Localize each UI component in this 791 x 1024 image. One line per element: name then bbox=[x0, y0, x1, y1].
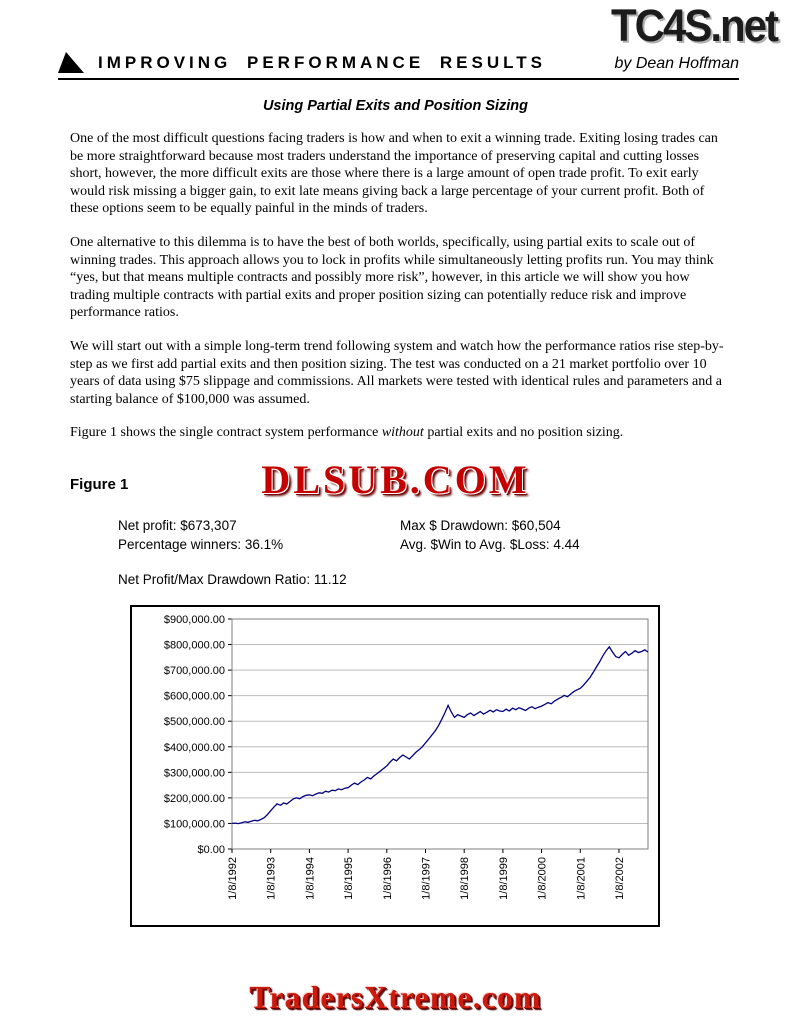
stat-avg-win-loss: Avg. $Win to Avg. $Loss: 4.44 bbox=[400, 536, 580, 552]
figure-1-chart bbox=[130, 605, 660, 927]
svg-text:1/8/1995: 1/8/1995 bbox=[343, 856, 356, 900]
stats-row-1 bbox=[118, 516, 791, 535]
svg-text:$200,000.00: $200,000.00 bbox=[163, 792, 225, 805]
svg-text:1/8/1993: 1/8/1993 bbox=[265, 856, 278, 900]
paragraph-2: One alternative to this dilemma is to have the best of both worlds, specifically, using partial exits to scale out of winning trades. This approach allows you to lock in profits while simultaneously letting profits run. You may think “yes, but that means multiple contracts and possibly more risk”, however, in this article we will show you how trading multiple contracts with partial exits and proper position sizing can potentially reduce risk and improve performance ratios. bbox=[70, 234, 714, 321]
header bbox=[58, 52, 739, 80]
figure-intro-italic: without bbox=[381, 425, 424, 441]
svg-text:1/8/1992: 1/8/1992 bbox=[227, 856, 239, 900]
svg-text:1/8/2001: 1/8/2001 bbox=[575, 856, 588, 900]
stats-block bbox=[118, 516, 791, 589]
figure-header-row bbox=[0, 456, 791, 510]
svg-text:1/8/1999: 1/8/1999 bbox=[497, 856, 510, 900]
stats-row-2 bbox=[118, 535, 791, 554]
svg-text:1/8/1997: 1/8/1997 bbox=[420, 856, 433, 900]
header-title: IMPROVING PERFORMANCE RESULTS bbox=[98, 53, 546, 72]
svg-text:$300,000.00: $300,000.00 bbox=[163, 767, 225, 780]
paragraph-4 bbox=[70, 424, 731, 442]
svg-text:$100,000.00: $100,000.00 bbox=[163, 818, 225, 831]
svg-text:1/8/1996: 1/8/1996 bbox=[381, 856, 394, 900]
stat-max-drawdown: Max $ Drawdown: $60,504 bbox=[400, 517, 561, 533]
triangle-logo-icon bbox=[58, 52, 84, 73]
svg-text:1/8/2000: 1/8/2000 bbox=[536, 856, 549, 900]
svg-text:$700,000.00: $700,000.00 bbox=[163, 665, 225, 678]
paragraph-1: One of the most difficult questions facing traders is how and when to exit a winning trade. Exiting losing trades can be more straightforward because most traders understand the importance of preserving capital and cutting losses short, however, the more difficult exits are those where there is a large amount of open trade profit. To exit early would risk missing a bigger gain, to exit late means giving back a large percentage of your current profit. Both of these options seem to be equally painful in the minds of traders. bbox=[70, 131, 718, 217]
stats-row-ratio bbox=[118, 570, 791, 589]
equity-curve-chart bbox=[132, 607, 658, 925]
svg-text:$900,000.00: $900,000.00 bbox=[163, 613, 225, 626]
svg-text:$800,000.00: $800,000.00 bbox=[163, 639, 225, 652]
svg-text:$500,000.00: $500,000.00 bbox=[163, 716, 225, 729]
figure-label: Figure 1 bbox=[70, 475, 129, 493]
paragraph-3: We will start out with a simple long-term trend following system and watch how the performance ratios rise step-by-step as we first add partial exits and then position sizing. The test was conducted on a 21 market portfolio over 10 years of data using $75 slippage and commissions. All markets were tested with identical rules and parameters and a starting balance of $100,000 was assumed. bbox=[70, 338, 724, 407]
stat-profit-drawdown-ratio: Net Profit/Max Drawdown Ratio: 11.12 bbox=[118, 571, 347, 587]
stat-net-profit: Net profit: $673,307 bbox=[118, 517, 237, 533]
svg-text:1/8/2002: 1/8/2002 bbox=[613, 856, 626, 900]
figure-intro-post: partial exits and no position sizing. bbox=[423, 425, 624, 441]
svg-text:1/8/1994: 1/8/1994 bbox=[304, 856, 317, 900]
svg-text:$0.00: $0.00 bbox=[197, 843, 225, 856]
dlsub-watermark: DLSUB.COM bbox=[261, 456, 530, 502]
article-title: Using Partial Exits and Position Sizing bbox=[262, 98, 529, 114]
footer-logo: TradersXtreme.com bbox=[249, 979, 542, 1015]
svg-text:$400,000.00: $400,000.00 bbox=[163, 741, 225, 754]
stat-percentage-winners: Percentage winners: 36.1% bbox=[118, 536, 284, 552]
svg-text:1/8/1998: 1/8/1998 bbox=[459, 856, 472, 900]
svg-text:$600,000.00: $600,000.00 bbox=[163, 690, 225, 703]
site-logo: TC4S.net bbox=[610, 0, 777, 51]
figure-intro-pre: Figure 1 shows the single contract system performance bbox=[70, 425, 382, 441]
byline: by Dean Hoffman bbox=[614, 55, 739, 72]
